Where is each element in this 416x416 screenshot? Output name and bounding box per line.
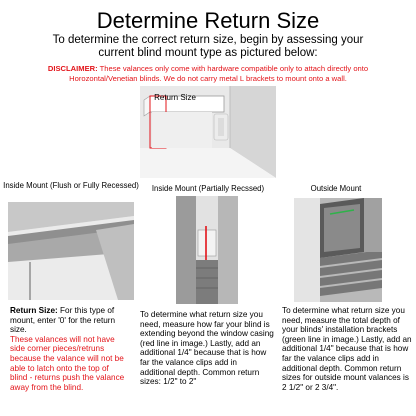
desc-inside-partial: To determine what return size you need, measure how far your blind is extending beyond the window casing (red line in image.) Lastly, add an additional 1/4" because that is how far the valance clips add in additional depth. Common return sizes: 1/2" to 2" [140,310,274,387]
desc-inside-flush [10,306,128,392]
caption-inside-flush: Inside Mount (Flush or Fully Recessed) [3,181,139,190]
disclaimer-text: These valances only come with hardware compatible only to attach directly onto Horozontal/Venetian blinds. We do not carry metal L brackets to mount onto a wall. [69,64,369,83]
desc-inside-flush-warning: These valances will not have side corner pieces/retruns because the valance will not be able to latch onto the top of blind - returns push the valance away from the blind. [10,334,125,392]
disclaimer-label: DISCLAIMER: [47,64,98,73]
caption-inside-partial: Inside Mount (Partially Recssed) [151,184,265,193]
return-size-label: Return Size [154,93,196,102]
disclaimer [14,64,402,84]
photo-outside [294,198,382,302]
page-title: Determine Return Size [96,8,320,33]
intro-text: To determine the correct return size, begin by assessing your current blind mount type as pictured below: [52,34,364,59]
desc-inside-flush-label: Return Size: [10,306,58,315]
caption-outside: Outside Mount [310,184,362,193]
desc-inside-flush-text: For this type of mount, enter '0' for the return size. [10,306,116,335]
photo-inside-partial [176,196,238,304]
desc-outside: To determine what return size you need, measure the total depth of your blinds' installation brackets (green line in image.) Lastly, add an additional 1/4" because that is how far the valance clips add in additional depth. Common return sizes for outside mount valances is 2 1/2" or 2 3/4". [282,306,412,392]
photo-inside-flush [8,202,134,300]
